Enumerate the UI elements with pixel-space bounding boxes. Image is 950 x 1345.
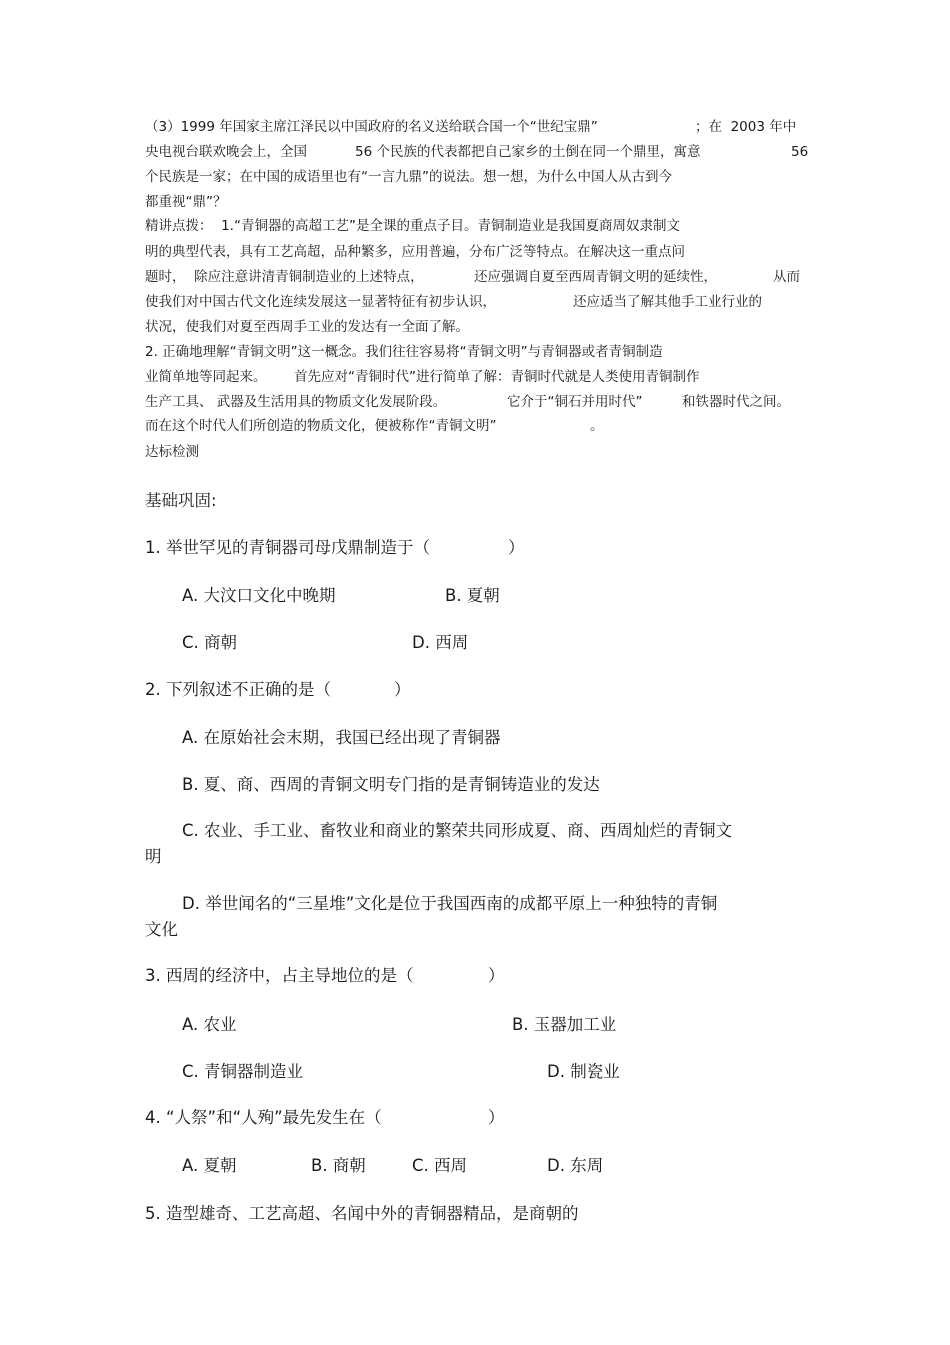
q1-close-paren: ） xyxy=(508,538,525,557)
notes-line-8b: 它介于“铜石并用时代” xyxy=(507,394,643,410)
intro-line-1b: ；在 2003 年中 xyxy=(695,119,797,135)
notes-line-8c: 和铁器时代之间。 xyxy=(682,394,790,410)
q2-option-c-line-2: 明 xyxy=(145,847,162,866)
intro-line-3: 个民族是一家；在中国的成语里也有“一言九鼎”的说法。想一想，为什么中国人从古到今 xyxy=(145,169,672,185)
q2-close-paren: ） xyxy=(394,680,411,699)
q4-option-a: A. 夏朝 xyxy=(182,1156,237,1175)
intro-line-2b: 56 个民族的代表都把自己家乡的土倒在同一个鼎里，寓意 xyxy=(355,144,701,160)
q2-option-d-line-1: D. 举世闻名的“三星堆”文化是位于我国西南的成都平原上一种独特的青铜 xyxy=(182,894,718,913)
q4-stem: 4. “人祭”和“人殉”最先发生在（ xyxy=(145,1108,382,1127)
q1-option-b: B. 夏朝 xyxy=(445,586,500,605)
notes-line-9b: 。 xyxy=(590,418,604,434)
q4-close-paren: ） xyxy=(488,1108,505,1127)
q1-option-c: C. 商朝 xyxy=(182,633,238,652)
q4-option-c: C. 西周 xyxy=(412,1156,468,1175)
q3-option-c: C. 青铜器制造业 xyxy=(182,1062,304,1081)
q2-option-d-line-2: 文化 xyxy=(145,920,178,939)
notes-line-2: 明的典型代表，具有工艺高超，品种繁多，应用普遍，分布广泛等特点。在解决这一重点问 xyxy=(145,244,685,260)
q3-option-a: A. 农业 xyxy=(182,1015,237,1034)
notes-line-4b: 还应适当了解其他手工业行业的 xyxy=(573,294,762,310)
q2-stem: 2. 下列叙述不正确的是（ xyxy=(145,680,331,699)
q1-option-a: A. 大汶口文化中晚期 xyxy=(182,586,336,605)
q3-close-paren: ） xyxy=(488,966,505,985)
q4-option-d: D. 东周 xyxy=(547,1156,604,1175)
notes-line-3b: 还应强调自夏至西周青铜文明的延续性， xyxy=(474,269,717,285)
q1-option-d: D. 西周 xyxy=(412,633,469,652)
q4-option-b: B. 商朝 xyxy=(311,1156,366,1175)
notes-line-10: 达标检测 xyxy=(145,444,199,460)
notes-line-8a: 生产工具、 武器及生活用具的物质文化发展阶段。 xyxy=(145,394,447,410)
q5-stem: 5. 造型雄奇、工艺高超、名闻中外的青铜器精品，是商朝的 xyxy=(145,1204,579,1223)
notes-line-9a: 而在这个时代人们所创造的物质文化，便被称作“青铜文明” xyxy=(145,418,497,434)
q3-option-d: D. 制瓷业 xyxy=(547,1062,620,1081)
q2-option-b: B. 夏、商、西周的青铜文明专门指的是青铜铸造业的发达 xyxy=(182,775,600,794)
intro-line-2c: 56 xyxy=(791,144,809,160)
notes-line-6: 2. 正确地理解“青铜文明”这一概念。我们往往容易将“青铜文明”与青铜器或者青铜制造 xyxy=(145,344,663,360)
notes-line-1: 精讲点拨： 1.“青铜器的高超工艺”是全课的重点子目。青铜制造业是我国夏商周奴隶制文 xyxy=(145,218,680,234)
notes-line-7b: 首先应对“青铜时代”进行简单了解：青铜时代就是人类使用青铜制作 xyxy=(294,369,700,385)
q3-stem: 3. 西周的经济中，占主导地位的是（ xyxy=(145,966,414,985)
q2-option-c-line-1: C. 农业、手工业、畜牧业和商业的繁荣共同形成夏、商、西周灿烂的青铜文 xyxy=(182,821,733,840)
notes-line-3a: 题时， 除应注意讲清青铜制造业的上述特点， xyxy=(145,269,424,285)
intro-line-4: 都重视“鼎”？ xyxy=(145,194,227,210)
intro-line-1a: （3）1999 年国家主席江泽民以中国政府的名义送给联合国一个“世纪宝鼎” xyxy=(145,119,598,135)
q1-stem: 1. 举世罕见的青铜器司母戊鼎制造于（ xyxy=(145,538,430,557)
intro-line-2a: 央电视台联欢晚会上，全国 xyxy=(145,144,307,160)
notes-line-4a: 使我们对中国古代文化连续发展这一显著特征有初步认识， xyxy=(145,294,496,310)
q3-option-b: B. 玉器加工业 xyxy=(512,1015,617,1034)
notes-line-5: 状况，使我们对夏至西周手工业的发达有一全面了解。 xyxy=(145,319,469,335)
notes-line-3c: 从而 xyxy=(773,269,800,285)
notes-line-7a: 业简单地等同起来。 xyxy=(145,369,267,385)
q2-option-a: A. 在原始社会末期，我国已经出现了青铜器 xyxy=(182,728,501,747)
section-title: 基础巩固: xyxy=(145,491,217,510)
